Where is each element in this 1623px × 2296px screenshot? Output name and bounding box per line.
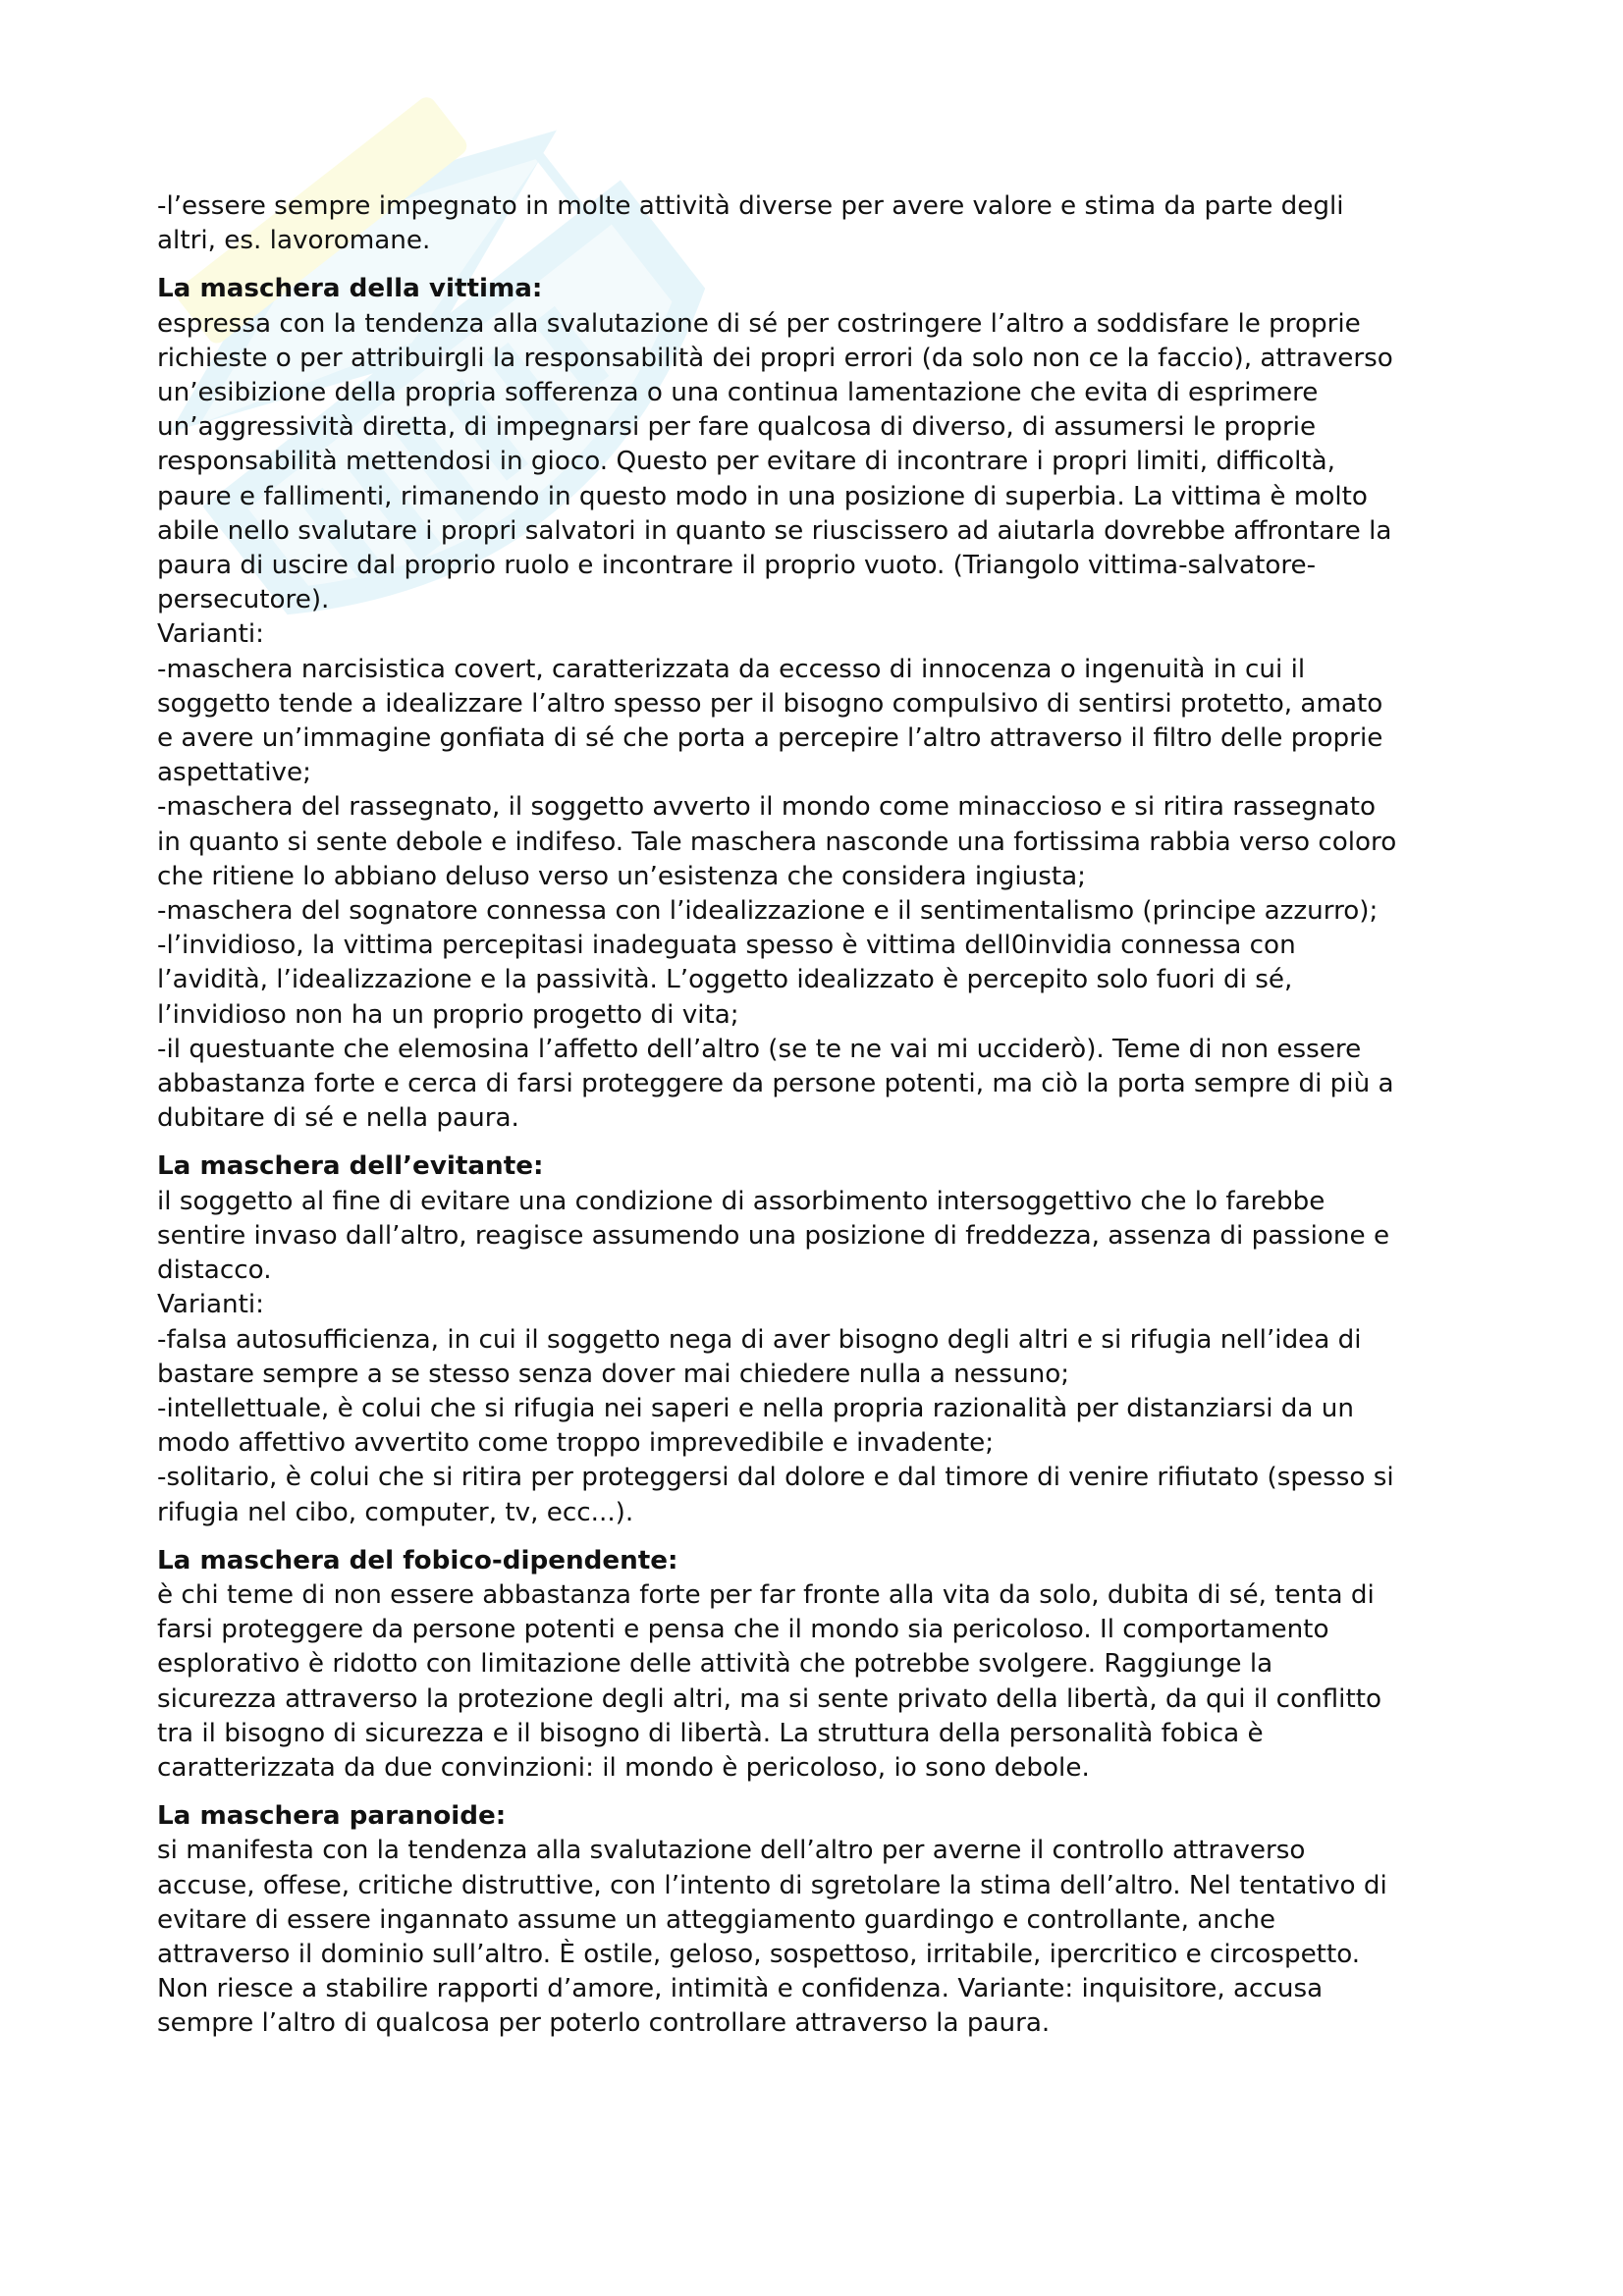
text-line: rifugia nel cibo, computer, tv, ecc...). bbox=[157, 1497, 634, 1527]
text-line: in quanto si sente debole e indifeso. Tale maschera nasconde una fortissima rabbia verso coloro bbox=[157, 827, 1397, 857]
text-line: un’aggressività diretta, di impegnarsi per fare qualcosa di diverso, di assumersi le proprie bbox=[157, 412, 1317, 443]
text-line: soggetto tende a idealizzare l’altro spesso per il bisogno compulsivo di sentirsi protetto, amato bbox=[157, 688, 1383, 719]
text-line: paura di uscire dal proprio ruolo e incontrare il proprio vuoto. (Triangolo vittima-salvatore- bbox=[157, 551, 1317, 581]
text-line: un’esibizione della propria sofferenza o una continua lamentazione che evita di esprimere bbox=[157, 378, 1319, 408]
text-line: -intellettuale, è colui che si rifugia nei saperi e nella propria razionalità per distanziarsi da un bbox=[157, 1393, 1354, 1423]
text-line: abile nello svalutare i propri salvatori in quanto se riuscissero ad aiutarla dovrebbe affrontare la bbox=[157, 515, 1392, 546]
text-line: sentire invaso dall’altro, reagisce assumendo una posizione di freddezza, assenza di passione e bbox=[157, 1220, 1390, 1251]
section-body bbox=[157, 307, 1492, 1137]
text-line: tra il bisogno di sicurezza e il bisogno di libertà. La struttura della personalità fobica è bbox=[157, 1718, 1264, 1748]
text-line: attraverso il dominio sull’altro. È ostile, geloso, sospettoso, irritabile, ipercritico e circospetto. bbox=[157, 1939, 1361, 1969]
text-line: paure e fallimenti, rimanendo in questo modo in una posizione di superbia. La vittima è molto bbox=[157, 481, 1368, 511]
document-body bbox=[157, 189, 1492, 2042]
text-line: è chi teme di non essere abbastanza forte per far fronte alla vita da solo, dubita di sé, tenta di bbox=[157, 1579, 1375, 1610]
text-line: -maschera narcisistica covert, caratterizzata da eccesso di innocenza o ingenuità in cui il bbox=[157, 654, 1306, 684]
text-line: sicurezza attraverso la protezione degli altri, ma si sente privato della libertà, da qui il conflitto bbox=[157, 1683, 1382, 1714]
section-vittima bbox=[157, 272, 1492, 1136]
text-line: e avere un’immagine gonfiata di sé che porta a percepire l’altro attraverso il filtro delle proprie bbox=[157, 723, 1383, 754]
text-line: caratterizzata da due convinzioni: il mondo è pericoloso, io sono debole. bbox=[157, 1752, 1090, 1783]
section-body bbox=[157, 1578, 1492, 1786]
text-line: l’avidità, l’idealizzazione e la passività. L’oggetto idealizzato è percepito solo fuori di sé, bbox=[157, 965, 1293, 995]
section-heading: La maschera paranoide: bbox=[157, 1801, 507, 1832]
text-line: esplorativo è ridotto con limitazione delle attività che potrebbe svolgere. Raggiunge la bbox=[157, 1649, 1273, 1680]
text-line: sempre l’altro di qualcosa per poterlo controllare attraverso la paura. bbox=[157, 2008, 1051, 2039]
text-line: si manifesta con la tendenza alla svalutazione dell’altro per averne il controllo attraverso bbox=[157, 1836, 1306, 1866]
text-line: l’invidioso non ha un proprio progetto di vita; bbox=[157, 999, 739, 1030]
text-line: Non riesce a stabilire rapporti d’amore, intimità e confidenza. Variante: inquisitore, accusa bbox=[157, 1974, 1324, 2004]
intro-paragraph bbox=[157, 189, 1492, 258]
text-line: distacco. bbox=[157, 1255, 272, 1286]
text-line: espressa con la tendenza alla svalutazione di sé per costringere l’altro a soddisfare le proprie bbox=[157, 308, 1361, 339]
text-line: abbastanza forte e cerca di farsi proteggere da persone potenti, ma ciò la porta sempre di più a bbox=[157, 1069, 1394, 1099]
text-line: il soggetto al fine di evitare una condizione di assorbimento intersoggettivo che lo farebbe bbox=[157, 1186, 1325, 1216]
section-heading: La maschera dell’evitante: bbox=[157, 1151, 544, 1182]
section-fobico-dipendente bbox=[157, 1544, 1492, 1786]
text-line: evitare di essere ingannato assume un atteggiamento guardingo e controllante, anche bbox=[157, 1904, 1276, 1935]
text-line: altri, es. lavoromane. bbox=[157, 226, 431, 256]
text-line: modo affettivo avvertito come troppo imprevedibile e invadente; bbox=[157, 1428, 995, 1459]
text-line: Varianti: bbox=[157, 619, 264, 650]
section-heading: La maschera della vittima: bbox=[157, 274, 543, 304]
text-line: -maschera del sognatore connessa con l’idealizzazione e il sentimentalismo (principe azzurro); bbox=[157, 896, 1379, 927]
text-line: -solitario, è colui che si ritira per proteggersi dal dolore e dal timore di venire rifiutato (spesso si bbox=[157, 1463, 1394, 1493]
section-body bbox=[157, 1834, 1492, 2041]
text-line: -il questuante che elemosina l’affetto dell’altro (se te ne vai mi ucciderò). Teme di non essere bbox=[157, 1034, 1362, 1064]
text-line: -falsa autosufficienza, in cui il soggetto nega di aver bisogno degli altri e si rifugia nell’idea di bbox=[157, 1324, 1362, 1355]
text-line: farsi proteggere da persone potenti e pensa che il mondo sia pericoloso. Il comportamento bbox=[157, 1615, 1329, 1645]
text-line: Varianti: bbox=[157, 1290, 264, 1320]
text-line: richieste o per attribuirgli la responsabilità dei propri errori (da solo non ce la faccio), attraverso bbox=[157, 343, 1393, 373]
text-line: -l’invidioso, la vittima percepitasi inadeguata spesso è vittima dell0invidia connessa con bbox=[157, 931, 1296, 961]
section-heading: La maschera del fobico-dipendente: bbox=[157, 1545, 678, 1575]
text-line: persecutore). bbox=[157, 585, 330, 615]
text-line: responsabilità mettendosi in gioco. Questo per evitare di incontrare i propri limiti, difficoltà, bbox=[157, 447, 1336, 477]
text-line: aspettative; bbox=[157, 758, 311, 788]
section-evitante bbox=[157, 1149, 1492, 1529]
section-paranoide bbox=[157, 1799, 1492, 2041]
text-line: che ritiene lo abbiano deluso verso un’esistenza che considera ingiusta; bbox=[157, 861, 1086, 891]
text-line: -l’essere sempre impegnato in molte attività diverse per avere valore e stima da parte degli bbox=[157, 191, 1344, 221]
text-line: dubitare di sé e nella paura. bbox=[157, 1103, 519, 1134]
text-line: -maschera del rassegnato, il soggetto avverto il mondo come minaccioso e si ritira rassegnato bbox=[157, 792, 1376, 823]
section-body bbox=[157, 1185, 1492, 1530]
text-line: accuse, offese, critiche distruttive, con l’intento di sgretolare la stima dell’altro. Nel tentativo di bbox=[157, 1870, 1387, 1900]
text-line: bastare sempre a se stesso senza dover mai chiedere nulla a nessuno; bbox=[157, 1359, 1070, 1389]
